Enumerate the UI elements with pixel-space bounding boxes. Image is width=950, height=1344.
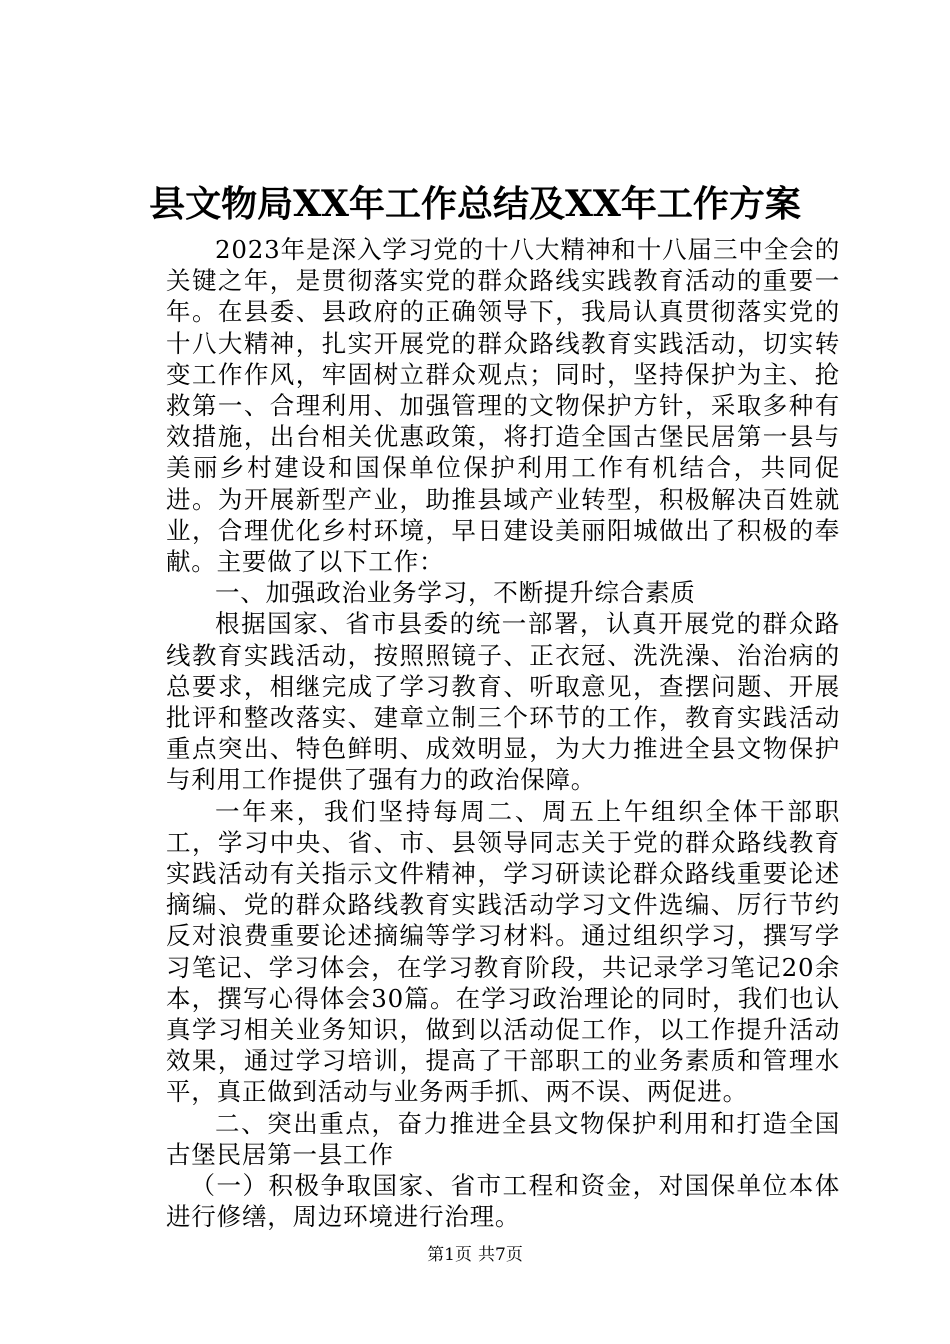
page-footer [0,1244,950,1266]
document-title: 县文物局XX年工作总结及XX年工作方案 [149,183,801,225]
page-total: 共7页 [478,1245,523,1265]
paragraph-section-1a: 根据国家、省市县委的统一部署，认真开展党的群众路线教育实践活动，按照照镜子、正衣冠、洗洗澡、治治病的总要求，相继完成了学习教育、听取意见，查摆问题、开展批评和整改落实、建章立制三个环节的工作，教育实践活动重点突出、特色鲜明、成效明显，为大力推进全县文物保护与利用工作提供了强有力的政治保障。 [166,609,840,795]
subsection-heading-2-1: （一）积极争取国家、省市工程和资金，对国保单位本体进行修缮，周边环境进行治理。 [166,1171,840,1232]
section-heading-2: 二、突出重点，奋力推进全县文物保护利用和打造全国古堡民居第一县工作 [166,1108,840,1169]
page-number: 第1页 [427,1245,472,1265]
document-body [166,234,840,1233]
paragraph-section-1b: 一年来，我们坚持每周二、周五上午组织全体干部职工，学习中央、省、市、县领导同志关于党的群众路线教育实践活动有关指示文件精神，学习研读论群众路线重要论述摘编、党的群众路线教育实践活动学习文件选编、厉行节约反对浪费重要论述摘编等学习材料。通过组织学习，撰写学习笔记、学习体会，在学习教育阶段，共记录学习笔记20余本，撰写心得体会30篇。在学习政治理论的同时，我们也认真学习相关业务知识，做到以活动促工作，以工作提升活动效果，通过学习培训，提高了干部职工的业务素质和管理水平，真正做到活动与业务两手抓、两不误、两促进。 [166,796,840,1107]
paragraph-intro: 2023年是深入学习党的十八大精神和十八届三中全会的关键之年，是贯彻落实党的群众路线实践教育活动的重要一年。在县委、县政府的正确领导下，我局认真贯彻落实党的十八大精神，扎实开展党的群众路线教育实践活动，切实转变工作作风，牢固树立群众观点；同时，坚持保护为主、抢救第一、合理利用、加强管理的文物保护方针，采取多种有效措施，出台相关优惠政策，将打造全国古堡民居第一县与美丽乡村建设和国保单位保护利用工作有机结合，共同促进。为开展新型产业，助推县域产业转型，积极解决百姓就业，合理优化乡村环境，早日建设美丽阳城做出了积极的奉献。主要做了以下工作： [166,235,840,577]
section-heading-1: 一、加强政治业务学习，不断提升综合素质 [215,578,696,608]
